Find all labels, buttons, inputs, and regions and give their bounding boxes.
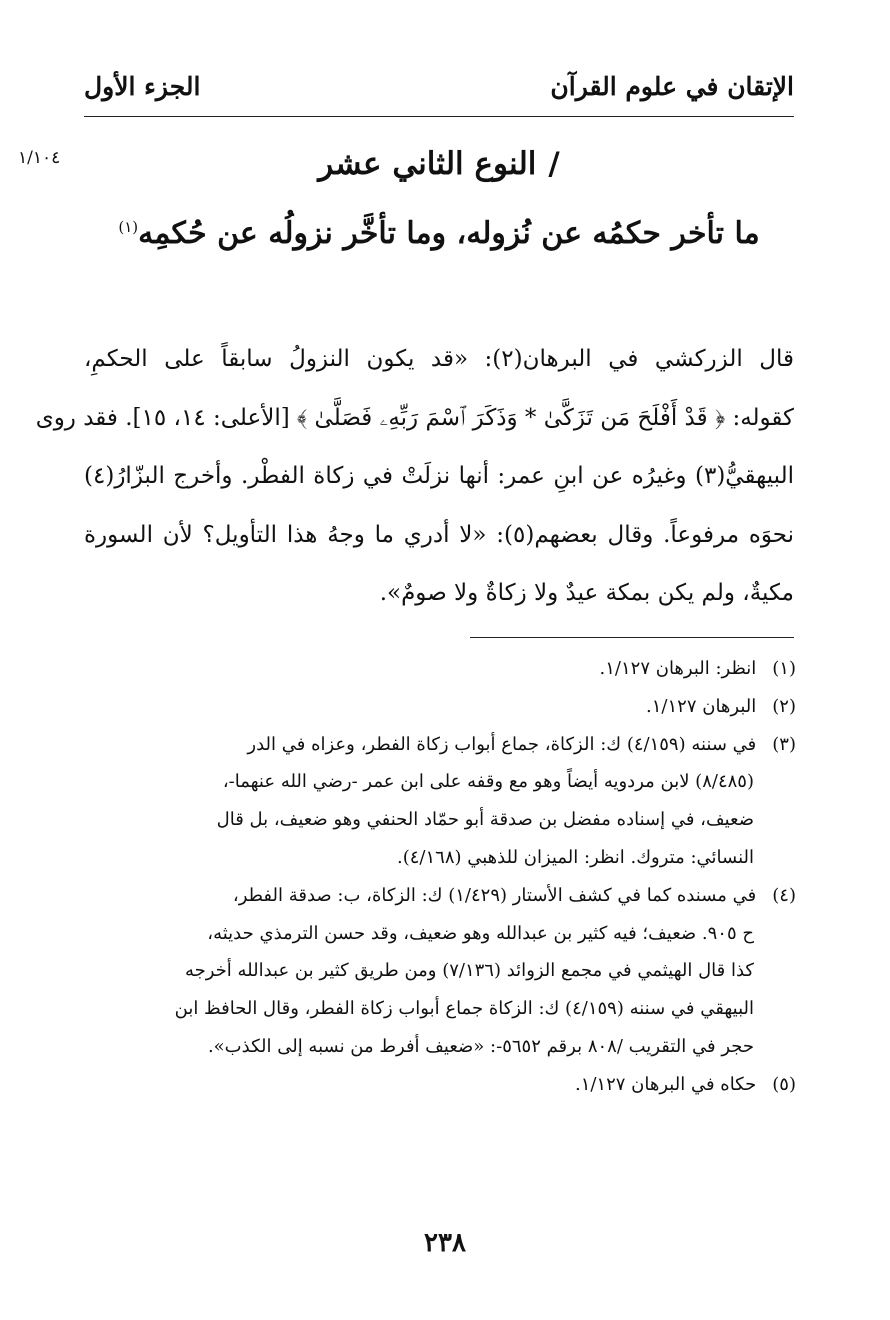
footnote-text: ح ٩٠٥. ضعيف؛ فيه كثير بن عبدالله وهو ضعيف، وقد حسن الترمذي حديثه، [207, 922, 754, 944]
footnote-number: (٤) [772, 884, 796, 906]
margin-page-reference: ١/١٠٤ [18, 148, 61, 168]
running-header [84, 72, 794, 112]
footnote-5 [84, 1066, 796, 1104]
header-rule [84, 116, 794, 117]
footnote-text: البرهان ١/١٢٧. [646, 695, 757, 717]
body-line: البيهقيُّ(٣) وغيرُه عن ابنِ عمر: أنها نزلَتْ في زكاة الفطْر. وأخرج البزّارُ(٤) [84, 463, 794, 489]
footnote-text: حجر في التقريب /٨٠٨ برقم ٥٦٥٢-: «ضعيف أفرط من نسبه إلى الكذب». [207, 1035, 754, 1057]
chapter-title [84, 146, 794, 182]
body-line: نحوَه مرفوعاً. وقال بعضهم(٥): «لا أدري ما وجهُ هذا التأويل؟ لأن السورة [84, 521, 795, 548]
body-line: كقوله: ﴿ قَدْ أَفْلَحَ مَن تَزَكَّىٰ * وَذَكَرَ ٱسْمَ رَبِّهِۦ فَصَلَّىٰ ﴾ [الأعلى: ١٤، ١٥]. فقد روى [35, 404, 794, 431]
page-break-slash: / [548, 146, 560, 182]
footnote-text: انظر: البرهان ١/١٢٧. [599, 658, 757, 679]
body-line: مكيةٌ، ولم يكن بمكة عيدٌ ولا زكاةٌ ولا صومٌ». [379, 580, 794, 606]
footnote-text: حكاه في البرهان ١/١٢٧. [574, 1073, 757, 1095]
footnote-text: البيهقي في سننه (٤/١٥٩) ك: الزكاة جماع أبواب زكاة الفطر، وقال الحافظ ابن [174, 998, 754, 1020]
footnote-text: ضعيف، في إسناده مفضل بن صدقة أبو حمّاد الحنفي وهو ضعيف، بل قال [216, 809, 754, 831]
footnote-number: (٢) [772, 695, 796, 717]
footnote-1 [84, 650, 796, 688]
footnote-number: (٥) [772, 1073, 796, 1095]
part-label: الجزء الأول [84, 72, 201, 101]
footnote-ref-1[interactable]: (١) [118, 218, 139, 236]
footnote-text: في سننه (٤/١٥٩) ك: الزكاة، جماع أبواب زكاة الفطر، وعزاه في الدر [247, 733, 757, 755]
chapter-title-text: النوع الثاني عشر [318, 146, 537, 182]
footnotes [84, 650, 796, 1104]
footnote-number: (٣) [772, 733, 796, 755]
body-paragraph [35, 330, 795, 623]
footnote-4 [84, 877, 796, 1066]
footnote-2 [84, 688, 796, 726]
book-title: الإتقان في علوم القرآن [550, 72, 794, 101]
footnote-3 [84, 726, 796, 877]
footnote-text: كذا قال الهيثمي في مجمع الزوائد (٧/١٣٦) ومن طريق كثير بن عبدالله أخرجه [184, 960, 754, 982]
body-line: قال الزركشي في البرهان(٢): «قد يكون النزولُ سابقاً على الحكمِ، [84, 346, 794, 372]
footnote-number: (١) [772, 658, 796, 679]
page-number: ٢٣٨ [424, 1228, 466, 1258]
chapter-subtitle-text: ما تأخر حكمُه عن نُزوله، وما تأخَّر نزولُه عن حُكمِه [138, 216, 760, 251]
footnote-text: (٨/٤٨٥) لابن مردويه أيضاً وهو مع وقفه على ابن عمر -رضي الله عنهما-، [222, 771, 754, 793]
chapter-subtitle [84, 216, 794, 251]
footnote-text: النسائي: متروك. انظر: الميزان للذهبي (٤/١٦٨). [397, 846, 754, 868]
footnote-text: في مسنده كما في كشف الأستار (١/٤٢٩) ك: الزكاة، ب: صدقة الفطر، [232, 884, 757, 906]
footnote-separator [470, 637, 794, 638]
